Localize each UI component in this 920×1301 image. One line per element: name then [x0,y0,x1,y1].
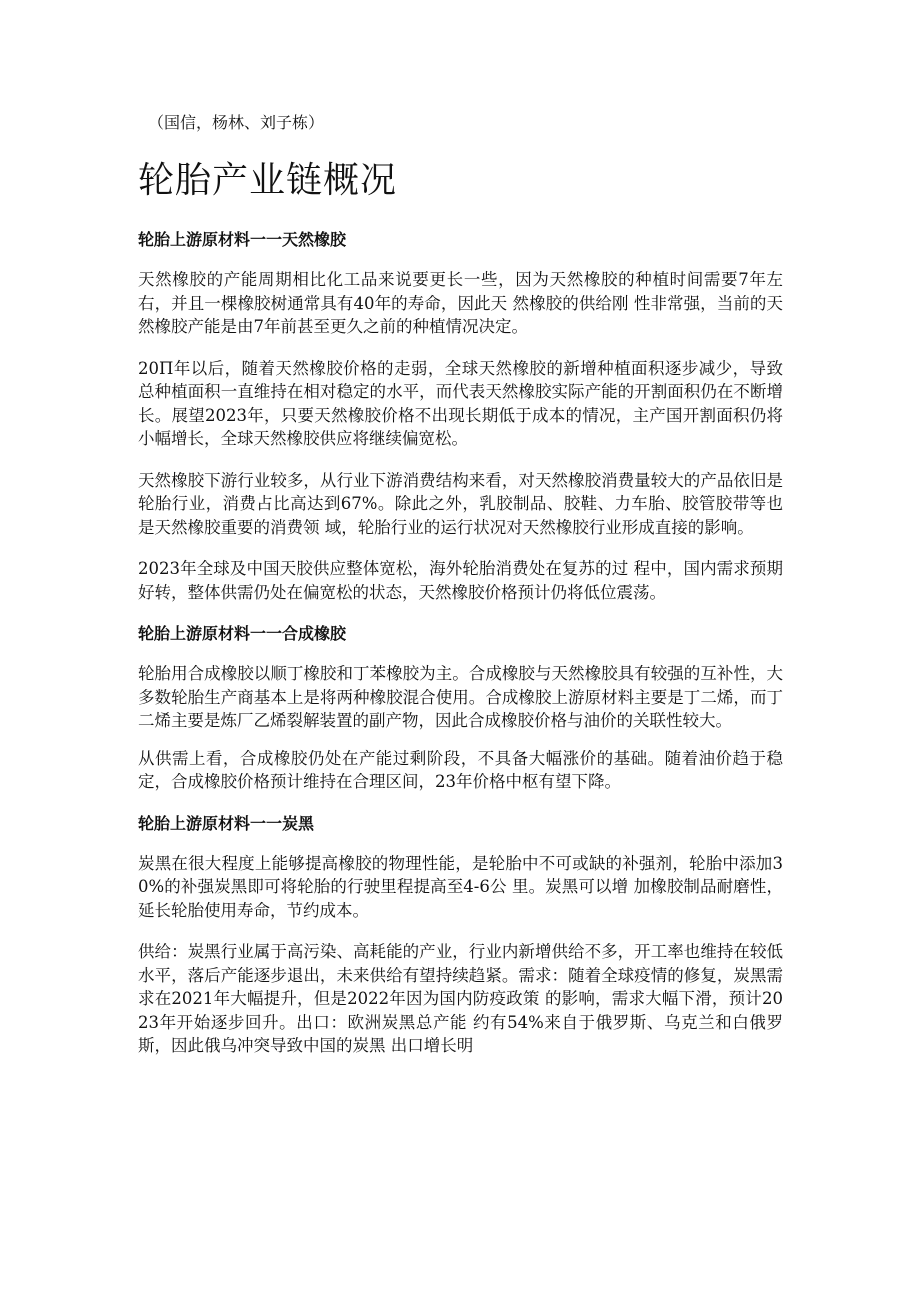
section-carbon-black [138,812,783,1058]
paragraph: 供给：炭黑行业属于高污染、高耗能的产业，行业内新增供给不多，开工率也维持在较低水平，落后产能逐步退出，未来供给有望持续趋紧。需求：随着全球疫情的修复，炭黑需求在2021年大幅提升，但是2022年因为国内防疫政策 的影响，需求大幅下滑，预计2023年开始逐步回升。出口：欧洲炭黑总产能 约有54%来自于俄罗斯、乌克兰和白俄罗斯，因此俄乌冲突导致中国的炭黑 出口增长明 [138,942,783,1055]
paragraph: 2023年全球及中国天胶供应整体宽松，海外轮胎消费处在复苏的过 程中，国内需求预期好转，整体供需仍处在偏宽松的状态，天然橡胶价格预计仍将低位震荡。 [138,559,783,602]
paragraph: 从供需上看，合成橡胶仍处在产能过剩阶段，不具备大幅涨价的基础。随着油价趋于稳定，合成橡胶价格预计维持在合理区间，23年价格中枢有望下降。 [138,748,783,791]
section-heading: 轮胎上游原材料一一炭黑 [138,813,315,833]
section-natural-rubber [138,228,783,604]
section-heading: 轮胎上游原材料一一合成橡胶 [138,624,347,643]
paragraph: 天然橡胶下游行业较多，从行业下游消费结构来看，对天然橡胶消费量较大的产品依旧是轮胎行业，消费占比高达到67%。除此之外，乳胶制品、胶鞋、力车胎、胶管胶带等也是天然橡胶重要的消费领 域，轮胎行业的运行状况对天然橡胶行业形成直接的影响。 [138,470,783,537]
paragraph: 天然橡胶的产能周期相比化工品来说要更长一些，因为天然橡胶的种植时间需要7年左右，并且一棵橡胶树通常具有40年的寿命，因此天 然橡胶的供给刚 性非常强，当前的天然橡胶产能是由7年前甚至更久之前的种植情况决定。 [138,270,783,336]
paragraph: 炭黑在很大程度上能够提高橡胶的物理性能，是轮胎中不可或缺的补强剂，轮胎中添加30%的补强炭黑即可将轮胎的行驶里程提高至4-6公 里。炭黑可以增 加橡胶制品耐磨性，延长轮胎使用寿命，节约成本。 [138,853,783,920]
section-synthetic-rubber [138,622,783,794]
page-title: 轮胎产业链概况 [138,160,398,201]
source-attribution: （国信，杨林、刘子栋） [148,113,325,132]
paragraph: 轮胎用合成橡胶以顺丁橡胶和丁苯橡胶为主。合成橡胶与天然橡胶具有较强的互补性，大多数轮胎生产商基本上是将两种橡胶混合使用。合成橡胶上游原材料主要是丁二烯，而丁二烯主要是炼厂乙烯裂解装置的副产物，因此合成橡胶价格与油价的关联性较大。 [138,664,783,730]
paragraph: 20П年以后，随着天然橡胶价格的走弱，全球天然橡胶的新增种植面积逐步减少，导致总种植面积一直维持在相对稳定的水平，而代表天然橡胶实际产能的开割面积仍在不断增长。展望2023年，只要天然橡胶价格不出现长期低于成本的情况，主产国开割面积仍将小幅增长，全球天然橡胶供应将继续偏宽松。 [138,358,783,448]
document-page [138,110,783,1076]
section-heading: 轮胎上游原材料一一天然橡胶 [138,230,347,249]
